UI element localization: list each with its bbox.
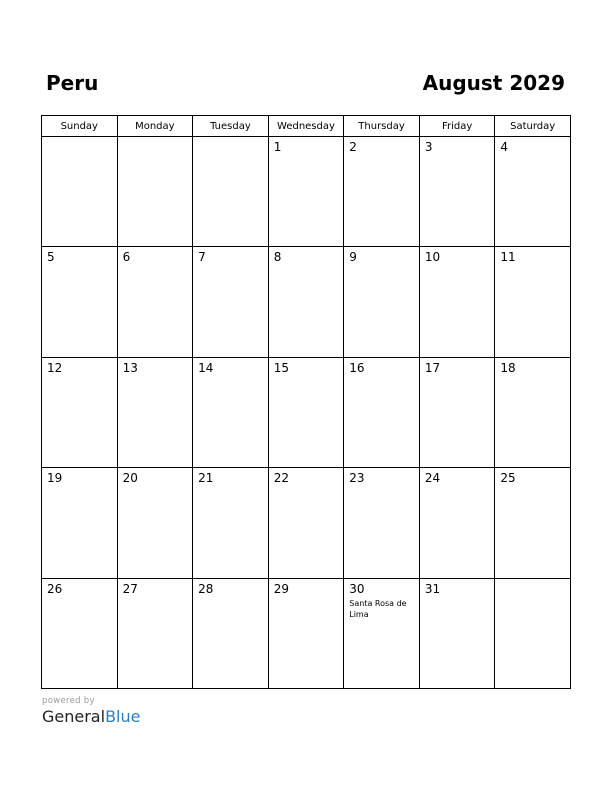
day-number: 27 bbox=[122, 581, 138, 596]
day-number: 12 bbox=[47, 360, 63, 375]
week-row bbox=[42, 468, 571, 578]
week-row bbox=[42, 247, 571, 357]
day-cell bbox=[117, 137, 193, 247]
day-cell bbox=[268, 247, 344, 357]
day-cell bbox=[193, 357, 269, 467]
day-cell bbox=[193, 468, 269, 578]
day-cell bbox=[42, 578, 118, 688]
day-number: 29 bbox=[273, 581, 289, 596]
day-cell bbox=[268, 578, 344, 688]
weekday-header: Saturday bbox=[495, 116, 571, 137]
brand-logo bbox=[42, 707, 140, 726]
powered-by-text: powered by bbox=[42, 696, 95, 706]
day-cell bbox=[268, 357, 344, 467]
day-number: 15 bbox=[273, 360, 289, 375]
day-number: 7 bbox=[198, 250, 206, 265]
day-number: 8 bbox=[273, 250, 282, 265]
holiday-label: Santa Rosa de Lima bbox=[349, 598, 407, 619]
day-cell bbox=[495, 578, 571, 688]
day-cell bbox=[344, 137, 420, 247]
weekday-header: Monday bbox=[117, 116, 193, 137]
day-number: 31 bbox=[424, 581, 441, 596]
day-number: 10 bbox=[424, 250, 441, 265]
day-number: 14 bbox=[198, 360, 214, 375]
day-number: 4 bbox=[500, 140, 509, 154]
day-cell bbox=[193, 247, 269, 357]
day-cell bbox=[495, 247, 571, 357]
day-cell bbox=[419, 247, 495, 357]
day-cell bbox=[42, 247, 118, 357]
day-cell bbox=[268, 137, 344, 247]
day-cell bbox=[42, 357, 118, 467]
day-number: 24 bbox=[424, 471, 441, 486]
day-number: 13 bbox=[122, 360, 138, 375]
brand-name-blue: Blue bbox=[105, 707, 141, 726]
weekday-header: Sunday bbox=[42, 116, 118, 137]
day-cell bbox=[344, 247, 420, 357]
day-cell bbox=[344, 578, 420, 688]
week-row bbox=[42, 578, 571, 688]
day-cell bbox=[268, 468, 344, 578]
weekday-header: Friday bbox=[419, 116, 495, 137]
day-cell bbox=[495, 357, 571, 467]
country-title: Peru bbox=[46, 71, 99, 95]
day-number: 20 bbox=[122, 471, 138, 486]
day-number: 11 bbox=[500, 250, 516, 265]
day-cell bbox=[419, 137, 495, 247]
day-cell bbox=[193, 578, 269, 688]
day-number: 23 bbox=[349, 471, 365, 486]
week-row bbox=[42, 137, 571, 247]
day-cell bbox=[344, 357, 420, 467]
calendar-grid bbox=[41, 115, 571, 689]
day-cell bbox=[117, 247, 193, 357]
brand-name-general: General bbox=[42, 707, 106, 726]
day-number: 28 bbox=[198, 581, 214, 596]
day-number: 25 bbox=[500, 471, 516, 486]
day-number: 1 bbox=[273, 140, 282, 154]
day-number: 22 bbox=[273, 471, 289, 486]
weekday-header: Wednesday bbox=[268, 116, 344, 137]
day-cell bbox=[419, 468, 495, 578]
day-number: 9 bbox=[349, 250, 357, 265]
day-number: 26 bbox=[47, 581, 63, 596]
day-number: 3 bbox=[424, 140, 433, 154]
weekday-header: Tuesday bbox=[193, 116, 269, 137]
day-cell bbox=[117, 578, 193, 688]
day-cell bbox=[419, 357, 495, 467]
day-cell bbox=[193, 137, 269, 247]
day-cell bbox=[117, 468, 193, 578]
day-cell bbox=[344, 468, 420, 578]
day-number: 5 bbox=[47, 250, 55, 265]
day-cell bbox=[419, 578, 495, 688]
day-number: 17 bbox=[424, 360, 441, 375]
day-number: 16 bbox=[349, 360, 365, 375]
day-cell bbox=[42, 137, 118, 247]
day-number: 19 bbox=[47, 471, 63, 486]
day-number: 21 bbox=[198, 471, 214, 486]
day-number: 2 bbox=[349, 140, 357, 154]
day-number: 30 bbox=[349, 581, 365, 596]
weekday-header: Thursday bbox=[344, 116, 420, 137]
day-cell bbox=[42, 468, 118, 578]
month-year-title: August 2029 bbox=[422, 71, 565, 95]
weekday-header-row bbox=[42, 116, 571, 137]
day-number: 6 bbox=[122, 250, 131, 265]
day-cell bbox=[495, 468, 571, 578]
day-cell bbox=[495, 137, 571, 247]
week-row bbox=[42, 357, 571, 467]
day-number: 18 bbox=[500, 360, 516, 375]
day-cell bbox=[117, 357, 193, 467]
footer-brand bbox=[42, 696, 140, 726]
